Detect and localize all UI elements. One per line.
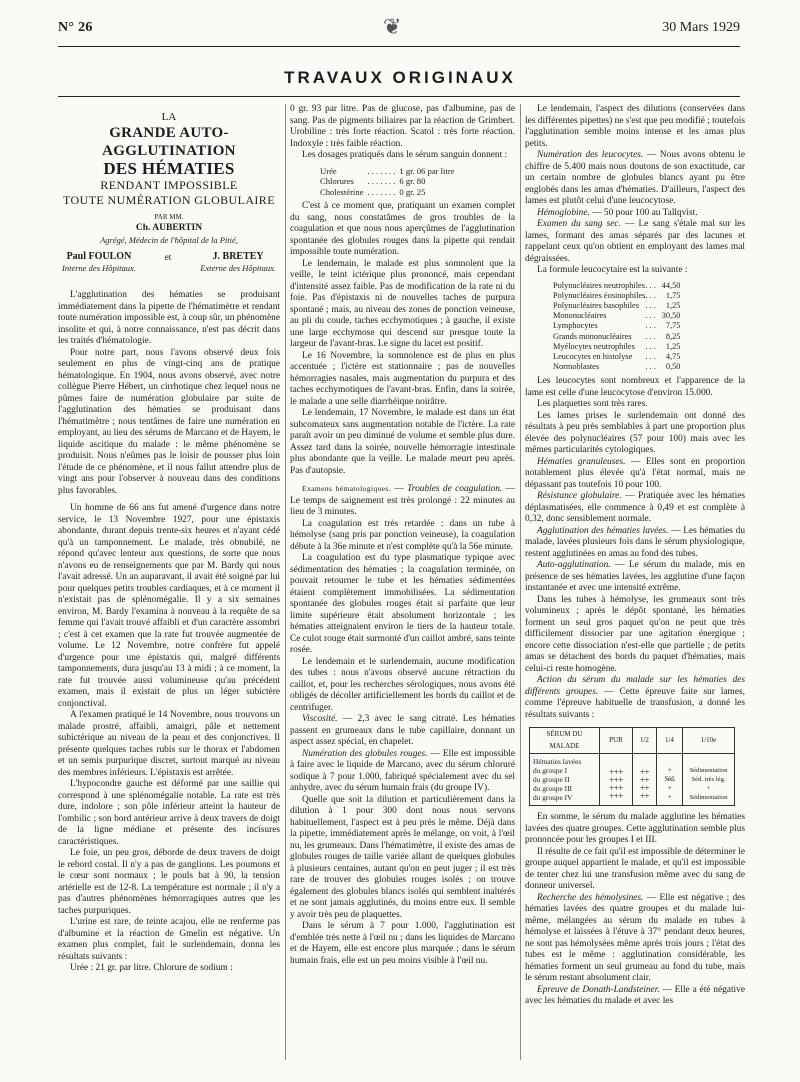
resistance-label: Résistance globulaire. bbox=[537, 491, 622, 502]
paragraph: Le lendemain et le surlendemain, aucune modification des tubes : nous n'avons observé aucune rétraction du caillot, et, pour les recherches sérologiques, nous avons été obligés de décoller artificiellement les bords du caillot et de centrifuger. bbox=[290, 656, 515, 713]
paragraph: Il résulte de ce fait qu'il est impossible de déterminer le groupe auquel appartient le malade, et qu'il est impossible de tenter chez lui une transfusion même avec du sang de donneur universel. bbox=[525, 846, 745, 892]
paragraph: Le lendemain, le malade est plus somnolent que la veille, le teint ictérique plus prononcé, mais cependant d'intensité assez faible. Pas de modification de la rate ni du foie. Pas d'épistaxis ni de nouvelles taches de purpura spontané ; mais, au niveau des zones de ponction veineuse, au pli du coude, taches ecchymotiques ; à gauche, il existe une large ecchymose qui descend sur presque toute la largeur de l'avant-bras. Le signe du lacet est positif. bbox=[290, 258, 515, 349]
table-cell bbox=[683, 754, 735, 806]
paragraph: Dans les tubes à hémolyse, les grumeaux sont très volumineux ; après le dépôt spontané, les hématies forment un seul gros paquet qu'on ne peut que très difficilement dissocier par une agitation énergique ; encore cette dissociation n'est-elle que partielle ; de petits amas se détachent des bords du paquet d'hématies, mais celui-ci reste homogène. bbox=[525, 594, 745, 674]
cell-value: +++ bbox=[609, 782, 623, 793]
paragraph: Action du sérum du malade sur les hématies des différents groupes. — Cette épreuve faite sur lames, comme l'épreuve habituelle de transfusion, a donné les résultats suivants : bbox=[525, 675, 745, 720]
viscosity-text: 2,3 avec le sang citraté. Les hématies passent en grumeaux dans le tube capillaire, donnant un aspect assez spécial, en chapelet. bbox=[290, 714, 515, 747]
cell-value: + bbox=[667, 793, 672, 802]
paragraph: Examens hématologiques. — Troubles de coagulation. — Le temps de saignement est très prolongé : 22 minutes au lieu de 3 minutes. bbox=[290, 484, 515, 517]
paragraph: Le foie, un peu gros, déborde de deux travers de doigt le rebord costal. Il n'y a pas de ganglions. Les poumons et le cœur sont normaux ; le pouls bat à 90, la tension artérielle est de 12-8. La température est normale ; il n'y a pas d'autres phénomènes hémorragiques autres que les taches purpuriques. bbox=[58, 848, 280, 916]
paragraph: Numération des leucocytes. — Nous avons obtenu le chiffre de 5.400 mais nous doutons de son exactitude, car un certain nombre de globules blancs ayant pu être englobés dans les amas d'hématies. D'ailleurs, l'aspect des lames est plutôt celui d'une leucocytose. bbox=[525, 150, 745, 206]
author-foulon-affiliation: Interne des Hôpitaux. bbox=[62, 262, 136, 273]
formula-value: 44,50 bbox=[661, 280, 681, 290]
paragraph: Les dosages pratiqués dans le sérum sanguin donnent : bbox=[302, 150, 508, 160]
title-la: LA bbox=[161, 111, 177, 123]
dry-blood-text: Le sang s'étale mal sur les lames, formant des amas séparés par des lacunes et rappelant ceux qu'on obtient en employant des lames mal dégraissées. bbox=[525, 219, 745, 264]
numeration-text: Elle est impossible à faire avec le liquide de Marcano, avec du sérum chloruré sodique à 7 pour 1.000, fabriqué spécialement avec du sel anhydre, avec du sérum humain frais (du groupe IV). bbox=[290, 748, 515, 793]
hemolysin-label: Recherche des hémolysines. bbox=[537, 892, 644, 903]
table-cell bbox=[600, 754, 633, 806]
paragraph: La coagulation est du type plasmatique typique avec sédimentation des hématies ; la coagulation terminée, on pouvait retourner le tube et les hématies sédimentées étaient complètement immobilisées. La sédimentation spontanée des globules rouges était si parfaite que leur limite supérieure était absolument horizontale ; les hématies atteignaient environ le tiers de la hauteur totale. Ce culot rouge était surmonté d'un caillot ambré, sans teinte rosée. bbox=[290, 553, 515, 655]
leuco-label: Numération des leucocytes. bbox=[537, 150, 644, 160]
table-header: 1/10e bbox=[683, 728, 735, 754]
author-aubertin-affiliation: Agrégé, Médecin de l'hôpital de la Pitié, bbox=[100, 234, 238, 245]
table-cell bbox=[656, 754, 682, 806]
formula-name: Polynucléaires neutrophiles bbox=[553, 280, 645, 290]
action-label: Action du sérum du malade sur les hématies des différents groupes. bbox=[525, 675, 745, 697]
table-cell bbox=[632, 754, 656, 806]
issue-number: N° 26 bbox=[58, 20, 93, 35]
table-header: SÉRUM DU MALADE bbox=[530, 728, 600, 754]
granular-text: Elles sont en proportion notablement plus élevée qu'à l'état normal, mais ne dépassant pas toutefois 10 pour 100. bbox=[525, 456, 745, 490]
formula-value: 0,50 bbox=[665, 362, 681, 372]
header-rule bbox=[58, 46, 740, 47]
issue-date: 30 Mars 1929 bbox=[662, 20, 740, 35]
formula-value: 7,75 bbox=[665, 321, 681, 331]
dosage-name: Chlorures bbox=[320, 176, 354, 186]
washed-agglutination-label: Agglutination des hématies lavées. bbox=[537, 525, 669, 536]
hemoglobin-label: Hémoglobine. bbox=[537, 207, 590, 218]
author-and: et bbox=[164, 252, 172, 262]
paragraph: La coagulation est très retardée : dans un tube à hémolyse (sang pris par ponction veineuse), la coagulation débute à la 36e minute et n'est complète qu'à la 56e minute. bbox=[290, 518, 515, 552]
paragraph: Résistance globulaire. — Pratiquée avec les hématies déplasmatisées, elle commence à 0,49 et est complète à 0,32, donc sensiblement normale. bbox=[525, 491, 745, 525]
viscosity-label: Viscosité. bbox=[302, 714, 338, 724]
cell-value: +++ bbox=[609, 790, 623, 801]
paragraph: Dans le sérum à 7 pour 1.000, l'agglutination est d'emblée très nette à l'œil nu ; dans les liquides de Marcano et de Hayem, elle est encore plus marquée ; dans le sérum humain frais, elle est un peu moins visible à l'œil nu. bbox=[290, 921, 515, 966]
cell-value: ++ bbox=[639, 790, 649, 801]
column-2 bbox=[290, 104, 515, 1064]
formula-value: 30,50 bbox=[661, 311, 681, 321]
cell-value: ++ bbox=[639, 774, 649, 785]
author-bretey: J. BRETEY bbox=[212, 251, 264, 262]
article-title-line-3: RENDANT IMPOSSIBLE bbox=[100, 177, 238, 192]
paragraph: 0 gr. 93 par litre. Pas de glucose, pas d'albumine, pas de sang. Pas de pigments biliaires par la réaction de Grimbert. Urobiline : très forte réaction. Scatol : très forte réaction. Indoxyle : très faible réaction. bbox=[290, 104, 515, 149]
dosage-value: 1 gr. 06 par litre bbox=[399, 165, 455, 176]
paragraph: La formule leucocytaire est la suivante : bbox=[537, 265, 688, 275]
cell-value: ++ bbox=[639, 766, 649, 777]
article-title-line-2: DES HÉMATIES bbox=[103, 158, 235, 178]
numeration-label: Numération des globules rouges. bbox=[302, 748, 428, 759]
agglutination-table bbox=[529, 727, 735, 806]
co-authors bbox=[58, 251, 280, 274]
paragraph: Pour notre part, nous l'avons observé deux fois seulement en plus de vingt-cinq ans de pratique hématologique. En 1904, nous avons observé, avec notre collègue Pierre Hébert, un cirrhotique chez lequel nous ne pûmes faire de numération globulaire par suite de l'agglutination des hématies se produisant dans l'hématimètre ; nous tentâmes de faire une numération en employant, au lieu des sérums de Marcano et de Hayem, le liquide ascitique du malade : le même phénomène se produisit. Nous n'eûmes pas le loisir de pousser plus loin l'étude de ce phénomène, et il nous fallut attendre plus de vingt ans pour l'observer à nouveau dans des conditions plus favorables. bbox=[58, 347, 280, 496]
dosage-name: Cholestérine bbox=[320, 186, 364, 197]
paragraph: Un homme de 66 ans fut amené d'urgence dans notre service, le 13 Novembre 1927, pour une épistaxis abondante, durant depuis trente-six heures et n'ayant cédé qu'à un tamponnement. Le malade, très obnubilé, ne répond qu'avec lenteur aux questions, de sorte que nous n'avons eu de renseignements que par M. Bardy qui nous l'avait adressé. Un an auparavant, il avait été soigné par lui pour quelques petits troubles cardiaques, et à ce moment il n'existait pas de splénomégalie. Il y a six semaines environ, M. Bardy l'examina à nouveau à la requête de sa femme qui l'avait trouvé affaibli et d'un caractère assombri ; c'est à cet examen que la rate fut trouvée augmentée de volume. Le 12 Novembre, notre confrère fut appelé d'urgence pour une épistaxis qui, malgré différents tamponnements, dura jusqu'au 13 à midi ; à ce moment, la rate fut trouvée aussi volumineuse qu'au précédent examen, mais il existait de plus un léger subictère conjonctival. bbox=[58, 503, 280, 709]
formula-name: Mononucléaires bbox=[553, 311, 607, 321]
paragraph: Agglutination des hématies lavées. — Les hématies du malade, lavées plusieurs fois dans le sérum physiologique, restent agglutinées en amas au fond des tubes. bbox=[525, 525, 745, 559]
dosage-value: 0 gr. 25 bbox=[399, 186, 426, 197]
paragraph: En somme, le sérum du malade agglutine les hématies lavées des quatre groupes. Cette agglutination semble plus prononcée pour les groupes I et III. bbox=[525, 812, 745, 846]
donath-text: Elle a été négative avec les hématies du malade et avec les bbox=[525, 984, 745, 1007]
dry-blood-label: Examen du sang sec. bbox=[537, 219, 621, 229]
paragraph: Le lendemain, l'aspect des dilutions (conservées dans les différentes pipettes) ne s'est que peu modifié ; toutefois l'agglutination semble moins intense et les amas plus petits. bbox=[525, 104, 745, 149]
paragraph: Le lendemain, 17 Novembre, le malade est dans un état subcomateux sans augmentation notable de l'ictère. La rate paraît avoir un peu diminué de volume et semble plus dure. Assez tard dans la soirée, nouvelle hémorragie intestinale plus abondante que la veille. Le malade meurt peu après. Pas d'autopsie. bbox=[290, 408, 515, 476]
dosage-value: 6 gr. 80 bbox=[399, 176, 426, 186]
author-aubertin: Ch. AUBERTIN bbox=[135, 223, 203, 233]
article-title-line-4: TOUTE NUMÉRATION GLOBULAIRE bbox=[63, 192, 275, 207]
formula-name: Leucocytes en histolyse bbox=[553, 351, 633, 361]
group-label: Hématies lavées bbox=[533, 757, 582, 767]
column-1-body bbox=[58, 290, 280, 975]
formula-name: Lymphocytes bbox=[553, 321, 598, 331]
auto-agglutination-text: Le sérum du malade, mis en présence de ses hématies lavées, les agglutine d'une façon instantanée et avec une intensité extrême. bbox=[525, 560, 745, 594]
formula-name: Polynucléaires basophiles bbox=[553, 300, 639, 310]
article-title-line-1: GRANDE AUTO-AGGLUTINATION bbox=[102, 124, 236, 159]
exam-text: Le temps de saignement est très prolongé : 22 minutes au lieu de 3 minutes. bbox=[290, 495, 515, 517]
dosage-name: Urée bbox=[320, 165, 337, 176]
paragraph: Epreuve de Donath-Landsteiner. — Elle a été négative avec les hématies du malade et avec les bbox=[525, 984, 745, 1007]
column-3 bbox=[525, 104, 745, 1064]
group-name: du groupe IV bbox=[533, 793, 573, 803]
section-title: TRAVAUX ORIGINAUX bbox=[284, 68, 516, 87]
formula-value: 1,25 bbox=[665, 300, 681, 310]
table-groups-cell bbox=[530, 754, 600, 806]
paragraph: Urée : 21 gr. par litre. Chlorure de sodium : bbox=[70, 963, 233, 973]
column-divider bbox=[520, 104, 521, 1060]
exam-label: Examens hématologiques. bbox=[302, 484, 391, 493]
action-text: Cette épreuve faite sur lames, comme l'épreuve habituelle de transfusion, a donné les résultats suivants : bbox=[525, 686, 745, 720]
formula-name: Grands mononucléaires bbox=[553, 331, 632, 341]
paragraph: Auto-agglutination. — Le sérum du malade, mis en présence de ses hématies lavées, les agglutine d'une façon instantanée et avec une intensité extrême. bbox=[525, 560, 745, 594]
paragraph: C'est à ce moment que, pratiquant un examen complet du sang, nous constatâmes de gros troubles de la coagulation et que nous nous aperçûmes de l'agglutination spontanée des globules rouges dans la pipette qui rendait impossible toute numération. bbox=[290, 201, 515, 257]
cell-value: +++ bbox=[609, 774, 623, 785]
formula-name: Myélocytes neutrophiles bbox=[553, 341, 635, 351]
cell-value: + bbox=[706, 785, 711, 793]
formula-name: Polynucléaires éosinophiles bbox=[553, 290, 646, 300]
hemoglobin-text: 50 pour 100 au Tallqvist. bbox=[603, 207, 698, 218]
paragraph: Numération des globules rouges. — Elle est impossible à faire avec le liquide de Marcano, avec du sérum chloruré sodique à 7 pour 1.000, fabriqué spécialement avec du sel anhydre, avec du sérum humain frais (du groupe IV). bbox=[290, 748, 515, 793]
author-foulon: Paul FOULON bbox=[66, 251, 132, 262]
formula-value: 8,25 bbox=[665, 331, 681, 341]
paragraph: Hémoglobine. — 50 pour 100 au Tallqvist. bbox=[537, 207, 698, 218]
cell-value: ++ bbox=[639, 782, 649, 793]
paragraph: L'hypocondre gauche est déformé par une saillie qui correspond à une splénomégalie notable. La rate est très dure, indolore ; son pôle inférieur atteint la hauteur de l'ombilic ; son bord antérieur arrive à deux travers de doigt de la ligne médiane et présente des incisures caractéristiques. bbox=[58, 779, 280, 847]
paragraph: Les plaquettes sont très rares. bbox=[537, 399, 648, 410]
formula-value: 4,75 bbox=[665, 351, 681, 361]
serum-dosages-table: Urée . . . . . . . 1 gr. 06 par litre Chlorures . . . . . . . 6 gr. 80 Cholestérine . . . . . . . 0 gr. 25 bbox=[320, 166, 459, 198]
cell-value: + bbox=[667, 784, 672, 793]
paragraph: Hématies granuleuses. — Elles sont en proportion notablement plus élevée qu'à l'état normal, mais ne dépassant pas toutefois 10 pour 100. bbox=[525, 456, 745, 490]
leukocyte-formula-table: Polynucléaires neutrophiles . . . 44,50 Polynucléaires éosinophiles . . . 1,75 Polynucléaires basophiles . . . 1,25 Mononucléaires . . . 30,50 Lymphocytes . . . 7,75 Grands mononucléaires . . . 8,25 Myélocytes neutrophiles . . . 1,25 Leucocytes en histolyse . . . 4,75 Normoblastes . . . 0,50 bbox=[553, 280, 681, 372]
formula-value: 1,75 bbox=[665, 290, 681, 300]
page-header bbox=[58, 14, 740, 46]
paragraph: L'agglutination des hématies se produisant immédiatement dans la pipette de l'hématimètre et rendant toute numération impossible est, à coup sûr, un phénomène insolite et qui, à notre connaissance, n'est pas décrit dans les traités d'hématologie. bbox=[58, 290, 280, 346]
paragraph: Quelle que soit la dilution et particulièrement dans la dilution à 1 pour 300 dont nous nous servons habituellement, l'aspect est à peu près le même. Déjà dans la pipette, immédiatement après le mélange, on voit, à l'œil nu, les grumeaux. Dans l'hématimètre, il existe des amas de globules rouges de taille variée allant de quelques globules à plusieurs centaines, autant qu'on en peut juger ; il est très rare de trouver des globules rouges isolés ; on trouve également des globules blancs isolés qui semblent inaltérés et ne sont jamais agglutinés, du moins entre eux. Il semble y avoir très peu de plaquettes. bbox=[290, 794, 515, 920]
paragraph: Examen du sang sec. — Le sang s'étale mal sur les lames, formant des amas séparés par des lacunes et rappelant ceux qu'on obtient en employant des lames mal dégraissées. bbox=[525, 219, 745, 264]
column-1 bbox=[58, 104, 280, 1064]
exam-sub: Troubles de coagulation. bbox=[407, 484, 503, 494]
table-header: 1/4 bbox=[656, 728, 682, 754]
leuco-text: Nous avons obtenu le chiffre de 5.400 mais nous doutons de son exactitude, car un certain nombre de globules blancs ayant pu être englobés dans les amas d'hématies. D'ailleurs, l'aspect des lames est plutôt celui d'une leucocytose. bbox=[525, 150, 745, 206]
paragraph: Les leucocytes sont nombreux et l'apparence de la lame est celle d'une leucocytose d'environ 15.000. bbox=[525, 376, 745, 398]
washed-agglutination-text: Les hématies du malade, lavées plusieurs fois dans le sérum physiologique, restent agglutinées en amas au fond des tubes. bbox=[525, 525, 745, 559]
par-mm: PAR MM. bbox=[154, 212, 184, 221]
paragraph: Les lames prises le surlendemain ont donné des résultats à peu près semblables à part une proportion plus élevée des polynucléaires (57 pour 100) mais avec les mêmes particularités cytologiques. bbox=[525, 410, 745, 456]
cell-value: Sédimentation bbox=[689, 794, 728, 802]
cell-value: Séd. bbox=[664, 775, 675, 784]
cell-value: + bbox=[667, 766, 672, 775]
auto-agglutination-label: Auto-agglutination. bbox=[537, 560, 611, 571]
header-ornament: ❦ bbox=[383, 14, 402, 39]
cell-value: Sédimentation bbox=[689, 767, 728, 775]
group-name: du groupe I bbox=[533, 766, 568, 776]
paragraph: A l'examen pratiqué le 14 Novembre, nous trouvons un malade prostré, affaibli, amaigri, pâle et nettement subictérique au niveau de la peau et des conjonctives. Il présente quelques taches rubis sur le thorax et l'abdomen et un semis purpurique discret, surtout marqué au niveau des membres inférieurs. L'épistaxis est arrêtée. bbox=[58, 710, 280, 778]
resistance-text: Pratiquée avec les hématies déplasmatisées, elle commence à 0,49 et est complète à 0,32, donc sensiblement normale. bbox=[525, 491, 745, 525]
group-name: du groupe III bbox=[533, 784, 572, 794]
hemolysin-text: Elle est négative ; des hématies lavées des quatre groupes et du malade lui-même, mélangées au sérum du malade en tubes à hémolyse et laissées à l'étuve à 37° pendant deux heures, ne sont pas hémolysées même après trois jours ; l'état des tubes est le même : agglutination considérable, les hématies forment un seul grumeau au fond du tube, mais le sérum restant absolument clair. bbox=[525, 892, 745, 984]
granular-label: Hématies granuleuses. bbox=[537, 456, 626, 467]
table-header: PUR bbox=[600, 728, 633, 754]
paragraph: L'urine est rare, de teinte acajou, elle ne renferme pas d'albumine et la réaction de Gmelin est négative. Un examen plus complet, fait le surlendemain, donna les résultats suivants : bbox=[58, 917, 280, 962]
section-rule bbox=[58, 96, 740, 97]
cell-value: +++ bbox=[609, 766, 623, 777]
formula-name: Normoblastes bbox=[553, 362, 600, 372]
column-divider bbox=[285, 104, 286, 1060]
paragraph: Recherche des hémolysines. — Elle est négative ; des hématies lavées des quatre groupes et du malade lui-même, mélangées au sérum du malade en tubes à hémolyse et laissées à l'étuve à 37° pendant deux heures, ne sont pas hémolysées même après trois jours ; l'état des tubes est le même : agglutination considérable, les hématies forment un seul grumeau au fond du tube, mais le sérum restant absolument clair. bbox=[525, 892, 745, 984]
paragraph: Viscosité. — 2,3 avec le sang citraté. Les hématies passent en grumeaux dans le tube capillaire, donnant un aspect assez spécial, en chapelet. bbox=[290, 714, 515, 747]
cell-value: Séd. très lég. bbox=[691, 776, 726, 784]
donath-label: Epreuve de Donath-Landsteiner. bbox=[537, 984, 660, 995]
paragraph: Le 16 Novembre, la somnolence est de plus en plus accentuée ; l'ictère est stationnaire ; pas de nouvelles hémorragies nasales, mais augmentation du purpura et des taches ecchymotiques de l'avant-bras. Enfin, dans la soirée, le malade a une selle diarrhéique noirâtre. bbox=[290, 350, 515, 407]
table-header: 1/2 bbox=[632, 728, 656, 754]
formula-value: 1,25 bbox=[665, 341, 681, 351]
group-name: du groupe II bbox=[533, 775, 570, 785]
author-bretey-affiliation: Externe des Hôpitaux. bbox=[200, 262, 276, 273]
